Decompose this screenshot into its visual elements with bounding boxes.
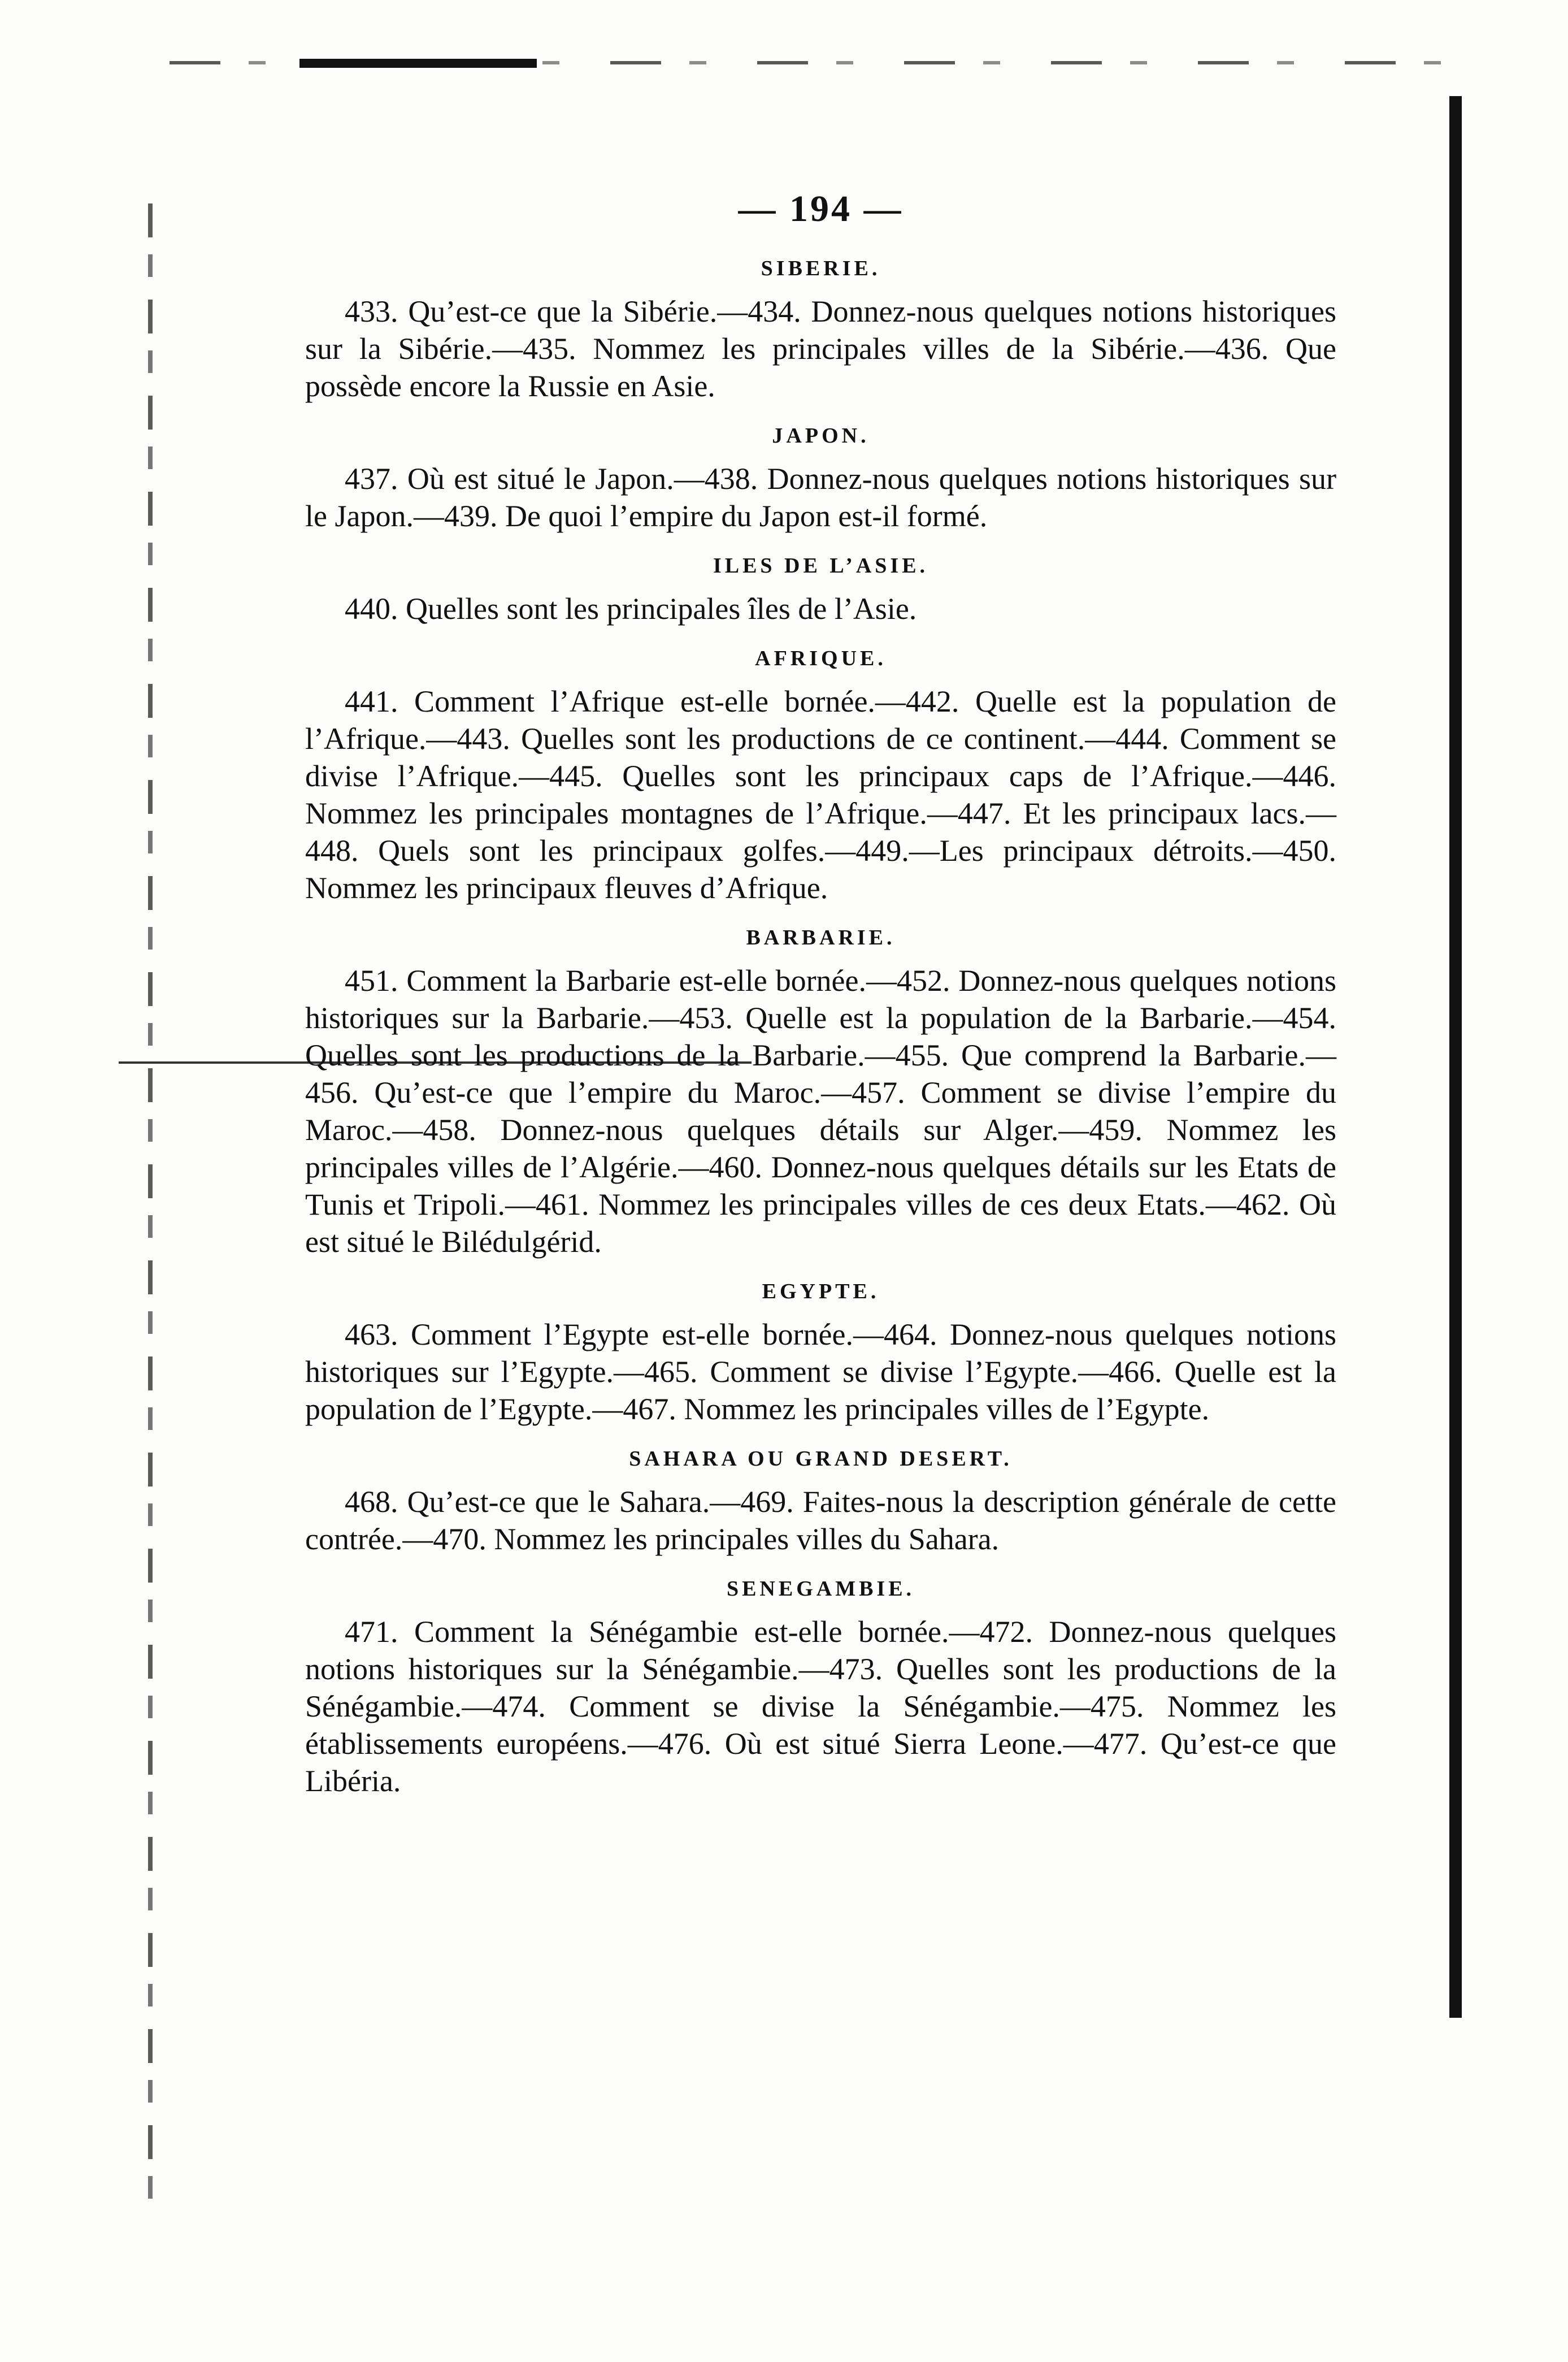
section-text: 441. Comment l’Afrique est-elle bornée.—442. Quelle est la population de l’Afrique.—443. Quelles sont les productions de ce continent.—444. Comment se divise l’Afrique.—445. Quelles sont les principaux caps de l’Afrique.—446. Nommez les principales montagnes de l’Afrique.—447. Et les principaux lacs.—448. Quels sont les principaux golfes.—449.—Les principaux détroits.—450. Nommez les principaux fleuves d’Afrique. [305,684,1336,905]
section-text: 463. Comment l’Egypte est-elle bornée.—464. Donnez-nous quelques notions historiques sur l’Egypte.—465. Comment se divise l’Egypte.—466. Quelle est la population de l’Egypte.—467. Nommez les principales villes de l’Egypte. [305,1317,1336,1426]
section-text: 451. Comment la Barbarie est-elle bornée.—452. Donnez-nous quelques notions historiques sur la Barbarie.—453. Quelle est la population de la Barbarie.—454. Quelles sont les productions de la Barbarie.—455. Que comprend la Barbarie.—456. Qu’est-ce que l’empire du Maroc.—457. Comment se divise l’empire du Maroc.—458. Donnez-nous quelques détails sur Alger.—459. Nommez les principales villes de l’Algérie.—460. Donnez-nous quelques détails sur les Etats de Tunis et Tripoli.—461. Nommez les principales villes de ces deux Etats.—462. Où est situé le Bilédulgérid. [305,964,1336,1259]
scan-right-border [1449,96,1462,2018]
section-egypte [305,1277,1336,1428]
scan-left-border [148,203,153,2216]
section-heading: SAHARA OU GRAND DESERT. [629,1447,1013,1471]
scan-top-mark [299,59,537,68]
section-text: 433. Qu’est-ce que la Sibérie.—434. Donnez-nous quelques notions historiques sur la Sibérie.—435. Nommez les principales villes de la Sibérie.—436. Que possède encore la Russie en Asie. [305,294,1336,403]
section-japon [305,422,1336,535]
section-text: 437. Où est situé le Japon.—438. Donnez-nous quelques notions historiques sur le Japon.—439. De quoi l’empire du Japon est-il formé. [305,462,1336,533]
page-content [305,187,1336,1808]
section-afrique [305,644,1336,907]
section-heading: BARBARIE. [746,926,896,950]
page-number: — 194 — [738,188,904,229]
section-heading: AFRIQUE. [755,647,887,670]
section-text: 440. Quelles sont les principales îles de l’Asie. [345,592,917,626]
section-text: 468. Qu’est-ce que le Sahara.—469. Faites-nous la description générale de cette contrée.—470. Nommez les principales villes du Sahara. [305,1485,1336,1556]
section-heading: SENEGAMBIE. [726,1577,915,1601]
section-sahara [305,1445,1336,1558]
section-heading: JAPON. [772,424,870,448]
section-heading: SIBERIE. [761,257,881,280]
section-text: 471. Comment la Sénégambie est-elle bornée.—472. Donnez-nous quelques notions historiques sur la Sénégambie.—473. Quelles sont les productions de la Sénégambie.—474. Comment se divise la Sénégambie.—475. Nommez les établissements européens.—476. Où est situé Sierra Leone.—477. Qu’est-ce que Libéria. [305,1615,1336,1798]
section-siberie [305,254,1336,405]
section-senegambie [305,1575,1336,1800]
section-iles-asie [305,552,1336,627]
section-heading: ILES DE L’ASIE. [713,554,929,578]
section-heading: EGYPTE. [762,1280,880,1303]
section-barbarie [305,924,1336,1260]
